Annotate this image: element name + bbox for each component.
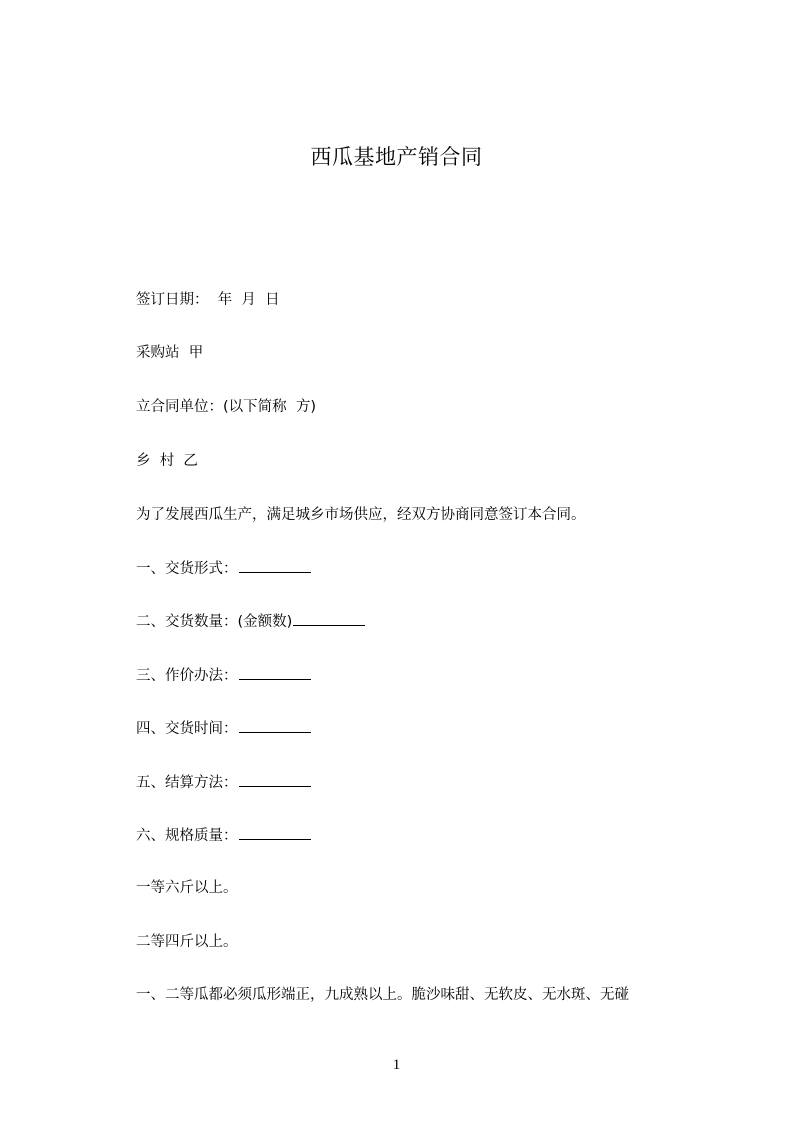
contract-units-line: [136, 397, 316, 417]
delivery-quantity-blank: [293, 611, 365, 626]
quality-requirements-line: [136, 985, 629, 1005]
pricing-method-blank: [239, 665, 311, 680]
clause-delivery-time: [136, 718, 311, 739]
party-b-text: 乡 村 乙: [136, 453, 198, 469]
signing-date-line: [136, 290, 280, 310]
clause-settlement-method: [136, 772, 311, 793]
clause-quality-spec: [136, 825, 311, 846]
signing-date-text: 签订日期： 年 月 日: [136, 292, 280, 308]
grade-one-text: 一等六斤以上。: [136, 880, 238, 896]
quality-spec-blank: [239, 825, 311, 840]
delivery-form-blank: [239, 558, 311, 573]
clause-settlement-method-label: 五、结算方法：: [136, 775, 238, 791]
clause-delivery-time-label: 四、交货时间：: [136, 721, 238, 737]
clause-delivery-form: [136, 558, 311, 579]
clause-delivery-form-label: 一、交货形式：: [136, 561, 238, 577]
clause-pricing-method-label: 三、作价办法：: [136, 668, 238, 684]
quality-requirements-text: 一、二等瓜都必须瓜形端正，九成熟以上。脆沙味甜、无软皮、无水斑、无碰: [136, 987, 629, 1003]
clause-delivery-quantity: [136, 611, 365, 632]
clause-delivery-quantity-label: 二、交货数量：(金额数): [136, 614, 293, 630]
party-a-text: 采购站 甲: [136, 345, 204, 361]
party-b-line: [136, 451, 198, 471]
party-a-line: [136, 343, 203, 363]
preamble-line: [136, 505, 586, 525]
document-title: 西瓜基地产销合同: [310, 145, 483, 169]
page-number: 1: [392, 1057, 401, 1073]
clause-quality-spec-label: 六、规格质量：: [136, 828, 238, 844]
preamble-text: 为了发展西瓜生产，满足城乡市场供应，经双方协商同意签订本合同。: [136, 507, 586, 523]
delivery-time-blank: [239, 718, 311, 733]
clause-pricing-method: [136, 665, 311, 686]
settlement-method-blank: [239, 772, 311, 787]
grade-one-line: [136, 878, 238, 898]
grade-two-text: 二等四斤以上。: [136, 934, 238, 950]
contract-units-text: 立合同单位：(以下简称 方): [136, 399, 317, 415]
grade-two-line: [136, 932, 238, 952]
